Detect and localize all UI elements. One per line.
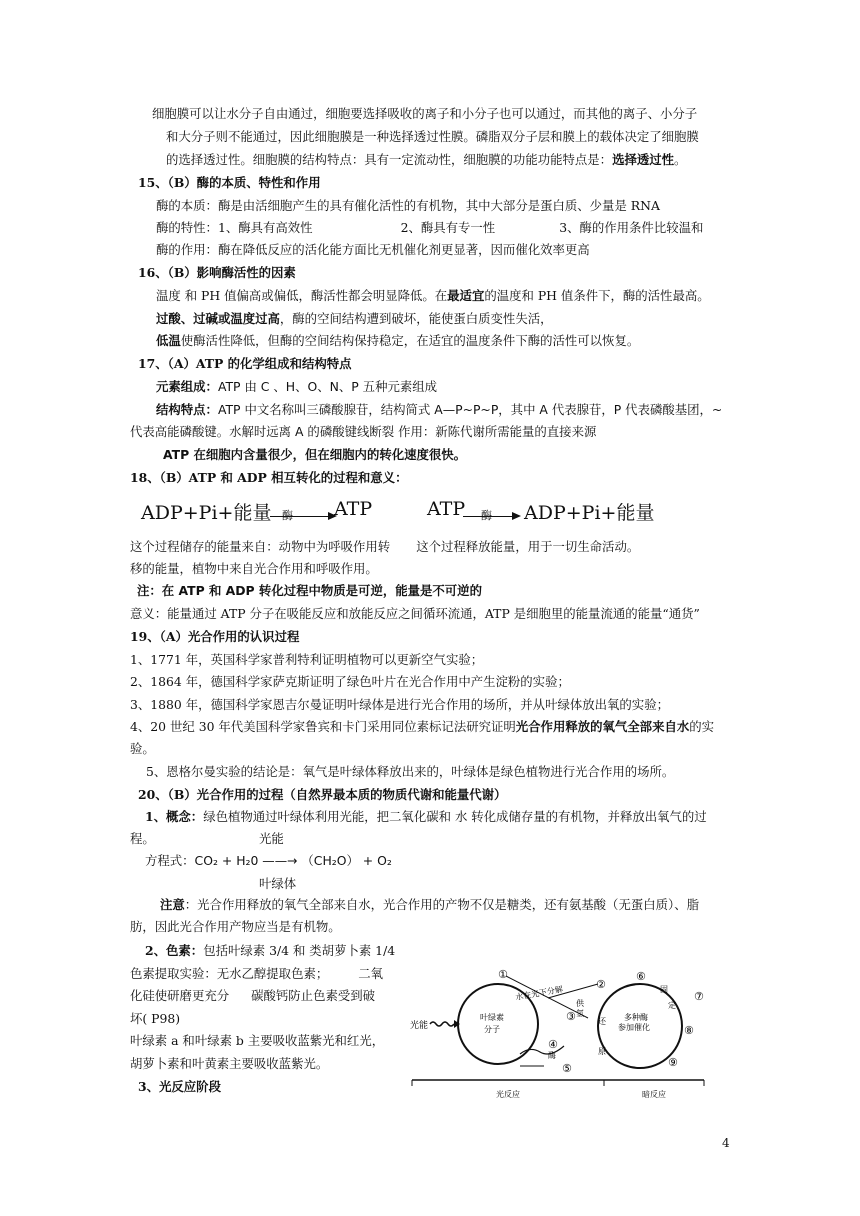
section-16-title: 16、（B）影响酶活性的因素 <box>138 265 296 280</box>
pigment-line-3 <box>130 987 400 1005</box>
reduce-label-1: 还 <box>598 1017 606 1026</box>
marker-3: ③ <box>566 1010 576 1023</box>
section-15-line-2 <box>156 219 760 237</box>
equation-1-enzyme: 酶 <box>282 509 293 522</box>
section-20-concept-end: 程。 <box>130 831 155 846</box>
section-19-item-4a: 4、20 世纪 30 年代美国科学家鲁宾和卡门采用同位素标记法研究证明 <box>130 719 516 734</box>
page-number: 4 <box>722 1136 730 1150</box>
marker-1: ① <box>498 968 508 981</box>
section-16-line-1c: 的温度和 PH 值条件下，酶的活性最高。 <box>484 288 710 303</box>
photosynthesis-formula: 方程式：CO₂ + H₂0 ——→ （CH₂O） + O₂ <box>145 853 392 868</box>
fix-label-2: 定 <box>668 1001 676 1010</box>
equation-2-arrow <box>463 516 514 517</box>
equation-chloroplast-label: 叶绿体 <box>259 876 297 891</box>
pigment-line-6: 胡萝卜素和叶黄素主要吸收蓝紫光。 <box>130 1056 329 1071</box>
equation-1-left: ADP+Pi+能量 <box>141 502 272 524</box>
membrane-line-1: 细胞膜可以让水分子自由通过，细胞要选择吸收的离子和小分子也可以通过，而其他的离子、小分子 <box>152 106 698 121</box>
membrane-line-3 <box>166 151 770 169</box>
section-19-item-4 <box>130 718 734 736</box>
diagram-brackets <box>412 1080 704 1086</box>
section-17-line-2 <box>156 401 760 419</box>
element-text: ATP 由 C 、H、O、N、P 五种元素组成 <box>217 379 438 394</box>
pigment-line-3b: 碳酸钙防止色素受到破 <box>251 988 376 1003</box>
section-20-title: 20、（B）光合作用的过程（自然界最本质的物质代谢和能量代谢） <box>138 787 507 802</box>
pigment-line-5: 叶绿素 a 和叶绿素 b 主要吸收蓝紫光和红光， <box>130 1033 385 1048</box>
reduce-label-2: 原 <box>598 1047 606 1056</box>
equation-1-right: ATP <box>334 498 373 520</box>
pigment-label: 2、色素： <box>145 943 204 958</box>
membrane-line-2: 和大分子则不能通过，因此细胞膜是一种选择透过性膜。磷脂双分子层和膜上的载体决定了细胞膜 <box>166 129 699 144</box>
marker-2: ② <box>596 978 606 991</box>
section-16-key-low-temp: 低温 <box>156 333 181 348</box>
section-18-meaning: 意义：能量通过 ATP 分子在吸能反应和放能反应之间循环流通，ATP 是细胞里的能量流通的能量“通货” <box>130 606 700 621</box>
marker-5: ⑤ <box>562 1062 572 1075</box>
section-17-line-4: ATP 在细胞内含量很少，但在细胞内的转化速度很快。 <box>163 447 467 462</box>
note-label: 注意 <box>160 897 185 912</box>
equation-2-right: ADP+Pi+能量 <box>524 502 655 524</box>
section-16-line-2 <box>156 310 760 328</box>
section-18-line-1a: 这个过程储存的能量来自：动物中为呼吸作用转 <box>130 539 391 554</box>
pigment-label-1: 叶绿素 <box>480 1013 504 1022</box>
section-17-title: 17、（A）ATP 的化学组成和结构特点 <box>138 356 352 371</box>
photosynthesis-equation <box>145 852 749 870</box>
section-19-item-4c: 的实 <box>689 719 715 734</box>
section-19-item-1: 1、1771 年，英国科学家普利特利证明植物可以更新空气实验； <box>130 652 484 667</box>
section-18-line-1 <box>130 538 734 556</box>
dark-reaction-label: 暗反应 <box>642 1090 666 1099</box>
section-16-line-2b: ，酶的空间结构遭到破坏，能使蛋白质变性失活， <box>279 311 553 326</box>
concept-text: 绿色植物通过叶绿体利用光能，把二氧化碳和 水 转化成储存量的有机物，并释放出氧气的过 <box>203 809 707 824</box>
section-15-title: 15、（B）酶的本质、特性和作用 <box>138 175 321 190</box>
photosynthesis-diagram <box>408 962 708 1102</box>
section-18-line-2: 移的能量，植物中来自光合作用和呼吸作用。 <box>130 561 378 576</box>
section-18-note: 注：在 ATP 和 ADP 转化过程中物质是可逆，能量是不可逆的 <box>137 583 482 598</box>
membrane-line-3-end: 。 <box>674 152 687 167</box>
section-16-line-1 <box>156 287 760 305</box>
marker-6: ⑥ <box>636 970 646 983</box>
light-wave-icon <box>430 1022 454 1026</box>
section-18-line-1b: 这个过程释放能量，用于一切生命活动。 <box>416 539 640 554</box>
hydrogen-label: 氢 <box>576 1009 584 1018</box>
element-label: 元素组成： <box>156 379 218 394</box>
membrane-line-3-text: 的选择透过性。细胞膜的结构特点：具有一定流动性，细胞膜的功能功能特点是： <box>166 152 613 167</box>
water-split-label: 水在光下分解 <box>514 984 564 1002</box>
section-16-line-3 <box>156 332 760 350</box>
marker-4: ④ <box>548 1038 558 1051</box>
section-17-line-1 <box>156 378 760 396</box>
light-reaction-label: 光反应 <box>496 1090 520 1099</box>
section-15-line-1: 酶的本质：酶是由活细胞产生的具有催化活性的有机物，其中大部分是蛋白质、少量是 RNA <box>156 198 660 213</box>
pigment-line-4: 坏( P98) <box>130 1011 181 1026</box>
equation-1-arrow <box>270 516 330 517</box>
section-20-concept <box>145 808 749 826</box>
enzyme-property-1: 酶的特性：1、酶具有高效性 <box>156 220 313 235</box>
enzyme-property-2: 2、酶具有专一性 <box>400 220 496 235</box>
fix-label-1: 固 <box>660 985 668 994</box>
light-energy-label: 光能 <box>410 1021 429 1031</box>
marker-7: ⑦ <box>694 990 704 1003</box>
membrane-key-term: 选择透过性 <box>612 152 675 167</box>
section-15-line-3: 酶的作用：酶在降低反应的活化能方面比无机催化剂更显著，因而催化效率更高 <box>156 242 590 257</box>
section-19-item-4-key: 光合作用释放的氧气全部来自水 <box>515 719 690 734</box>
section-16-line-1a: 温度 和 PH 值偏高或偏低，酶活性都会明显降低。在 <box>156 288 448 303</box>
enzyme-cat-label-1: 多种酶 <box>624 1013 648 1022</box>
enzyme-left-label: 酶 <box>548 1051 556 1060</box>
section-20-note <box>160 896 764 914</box>
section-18-title: 18、（B）ATP 和 ADP 相互转化的过程和意义： <box>130 470 408 485</box>
marker-9: ⑨ <box>668 1056 678 1069</box>
marker-8: ⑧ <box>684 1024 694 1037</box>
equation-2-left: ATP <box>427 498 466 520</box>
section-19-item-4-cont: 验。 <box>130 741 155 756</box>
section-17-line-3: 代表高能磷酸键。水解时远离 A 的磷酸键线断裂 作用：新陈代谢所需能量的直接来源 <box>130 424 597 439</box>
note-text: ：光合作用释放的氧气全部来自水，光合作用的产物不仅是糖类，还有氨基酸（无蛋白质）、脂 <box>184 897 699 912</box>
equation-2-enzyme: 酶 <box>481 509 492 522</box>
section-16-key-optimal: 最适宜 <box>447 288 485 303</box>
pigment-line-2 <box>130 965 400 983</box>
enzyme-cat-label-2: 参加催化 <box>618 1023 650 1032</box>
section-20-note-cont: 肪，因此光合作用产物应当是有机物。 <box>130 919 341 934</box>
light-reaction-heading: 3、光反应阶段 <box>138 1079 221 1094</box>
section-16-line-3b: 使酶活性降低，但酶的空间结构保持稳定，在适宜的温度条件下酶的活性可以恢复。 <box>180 333 640 348</box>
structure-text: ATP 中文名称叫三磷酸腺苷，结构简式 A—P~P~P，其中 A 代表腺苷，P 代表磷酸基团，~ <box>217 402 723 417</box>
section-19-title: 19、（A）光合作用的认识过程 <box>130 629 300 644</box>
pigment-label-2: 分子 <box>484 1025 500 1034</box>
section-19-item-3: 3、1880 年，德国科学家恩吉尔曼证明叶绿体是进行光合作用的场所，并从叶绿体放出氧的实验； <box>130 697 669 712</box>
equation-light-label: 光能 <box>259 831 284 846</box>
structure-label: 结构特点： <box>156 402 218 417</box>
supply-label: 供 <box>576 999 584 1008</box>
section-16-key-denature: 过酸、过碱或温度过高 <box>156 311 280 326</box>
pigment-line-3a: 化硅使研磨更充分 <box>130 988 230 1003</box>
concept-label: 1、概念： <box>145 809 204 824</box>
enzyme-property-3: 3、酶的作用条件比较温和 <box>559 220 704 235</box>
section-19-item-5: 5、恩格尔曼实验的结论是：氧气是叶绿体释放出来的，叶绿体是绿色植物进行光合作用的场所。 <box>146 764 675 779</box>
pigment-line-2a: 色素提取实验：无水乙醇提取色素； <box>130 966 329 981</box>
pigment-text: 包括叶绿素 3/4 和 类胡萝卜素 1/4 <box>203 943 395 958</box>
equation-2-arrowhead <box>512 512 521 520</box>
section-19-item-2: 2、1864 年，德国科学家萨克斯证明了绿色叶片在光合作用中产生淀粉的实验； <box>130 674 570 689</box>
pigment-line-1 <box>145 942 395 960</box>
pigment-line-2b: 二氧 <box>358 966 384 981</box>
